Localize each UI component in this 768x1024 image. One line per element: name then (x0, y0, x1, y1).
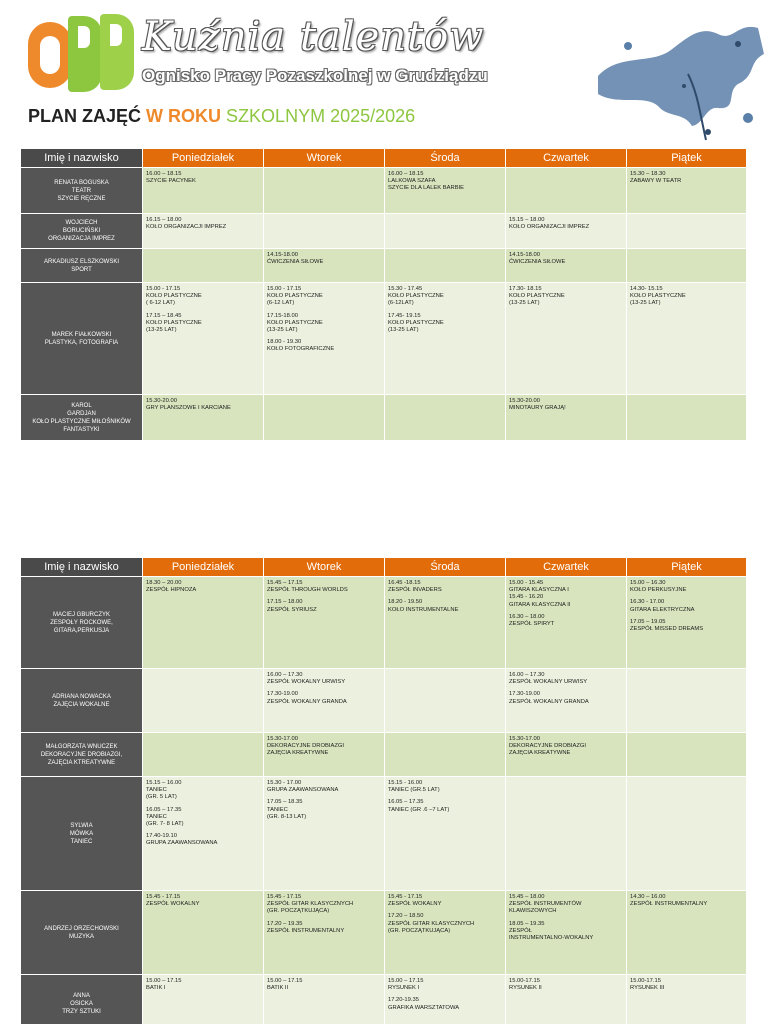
schedule-cell (264, 577, 385, 669)
schedule-line: (GR. POCZĄTKUJĄCA) (388, 927, 451, 934)
schedule-line: 16.00 – 17.30 (509, 672, 545, 678)
schedule-line: 15.45 - 17.15 (267, 894, 302, 900)
schedule-line: ZESPÓŁ MISSED DREAMS (630, 626, 704, 633)
schedule-line: 16.00 – 18.15 (388, 171, 424, 177)
schedule-line: 17.15 – 18.45 (146, 312, 182, 319)
schedule-cell (506, 249, 627, 283)
table-header-row (21, 558, 747, 577)
schedule-line: ZAJĘCIA KREATYWNE (267, 750, 329, 757)
instructor-name-line: SPORT (71, 266, 92, 273)
schedule-line: GRAFIKA WARSZTATOWA (388, 1004, 460, 1011)
instructor-name (21, 577, 143, 669)
schedule-line: 14.15-18.00 (267, 252, 298, 258)
schedule-line: 17.30-19.00 (267, 691, 298, 698)
page-header (0, 0, 768, 150)
schedule-cell (627, 733, 747, 777)
header-title: Kuźnia talentów (142, 14, 485, 60)
schedule-line: 17.20 – 19.35 (267, 920, 303, 927)
schedule-cell (264, 733, 385, 777)
schedule-cell (627, 214, 747, 249)
plan-title-part: SZKOLNYM 2025/2026 (226, 106, 416, 126)
schedule-line: (6-12LAT) (388, 300, 414, 307)
schedule-cell (264, 214, 385, 249)
schedule-line: ZESPÓŁ INSTRUMENTÓW (509, 901, 582, 908)
schedule-line: 15.00 – 17.15 (146, 978, 182, 984)
schedule-line: 17.15 – 18.00 (267, 599, 303, 606)
schedule-cell (385, 577, 506, 669)
schedule-table-1 (20, 148, 747, 441)
schedule-cell (264, 249, 385, 283)
column-header-name: Imię i nazwisko (21, 149, 143, 168)
table-row (21, 168, 747, 214)
schedule-cell (143, 733, 264, 777)
instructor-name-line: ANNA (73, 992, 90, 999)
schedule-line: 15.45 – 18.00 (509, 894, 545, 900)
schedule-line: GITARA ELEKTRYCZNA (630, 606, 695, 613)
schedule-line: 16.45 -18.15 (388, 580, 421, 586)
schedule-line: 15.15 – 16.00 (146, 780, 182, 786)
header-subtitle: Ognisko Pracy Pozaszkolnej w Grudziądzu (142, 66, 488, 85)
schedule-line: ZESPÓŁ (509, 927, 532, 934)
schedule-line: ZESPÓŁ HIPNOZA (146, 587, 197, 594)
schedule-line: 17.45- 19.15 (388, 312, 421, 319)
logo-letter-o (28, 22, 72, 88)
logo-letter-p (68, 16, 102, 92)
schedule-cell (506, 975, 627, 1024)
schedule-line: 17.30-19.00 (509, 691, 540, 698)
instructor-name-line: ADRIANA NOWACKA (52, 693, 111, 700)
schedule-line: 16.00 – 17.30 (267, 672, 303, 678)
schedule-line: 15.00 - 17.15 (146, 286, 181, 292)
instructor-name-line: MUZYKA (68, 933, 94, 940)
instructor-name-line: ZAJĘCIA WOKALNE (53, 701, 110, 708)
schedule-line: 15.00-17.15 (630, 978, 661, 984)
schedule-line: 15.30-17.00 (267, 736, 298, 742)
instructor-name-line: TANIEC (70, 838, 93, 845)
schedule-cell (264, 669, 385, 733)
schedule-line: LALKOWA SZAFA (388, 178, 436, 185)
instructor-name-line: PLASTYKA, FOTOGRAFIA (44, 339, 119, 346)
schedule-line: ZESPÓŁ WOKALNY URWISY (509, 679, 588, 686)
table-row (21, 975, 747, 1024)
column-header-day: Środa (385, 149, 506, 168)
schedule-line: ZESPÓŁ INVADERS (388, 587, 442, 594)
schedule-line: DEKORACYJNE DROBIAZGI (267, 743, 344, 750)
plan-title-part: W ROKU (146, 106, 222, 126)
column-header-day: Poniedziałek (143, 149, 264, 168)
schedule-line: KOŁO PERKUSYJNE (630, 587, 687, 594)
schedule-line: 15.45 - 17.15 (146, 894, 181, 900)
schedule-line: ( 6-12 LAT) (146, 300, 175, 307)
instructor-name (21, 733, 143, 777)
schedule-line: BATIK II (267, 985, 289, 992)
schedule-cell (506, 283, 627, 395)
schedule-table-2 (20, 557, 747, 1024)
schedule-line: 15.30-20.00 (509, 398, 540, 404)
schedule-line: KOŁO PLASTYCZNE (388, 319, 444, 326)
schedule-line: 18.05 – 19.35 (509, 920, 545, 927)
schedule-cell (627, 975, 747, 1024)
schedule-cell (385, 975, 506, 1024)
schedule-line: 15.45 - 17.15 (388, 894, 423, 900)
instructor-name-line: MAREK FIAŁKOWSKI (51, 331, 112, 338)
schedule-line: 14.30- 15.15 (630, 286, 663, 292)
schedule-line: MINOTAURY GRAJĄ! (509, 405, 566, 412)
schedule-line: KOŁO PLASTYCZNE (388, 293, 444, 300)
instructor-name-line: RENATA BOGUSKA (54, 179, 109, 186)
schedule-line: INSTRUMENTALNO-WOKALNY (509, 935, 594, 942)
schedule-cell (506, 577, 627, 669)
schedule-line: 15.30 - 17.00 (267, 780, 302, 786)
schedule-line: 17.20-19.35 (388, 997, 419, 1004)
schedule-line: ZESPÓŁ GITAR KLASYCZNYCH (267, 901, 354, 908)
schedule-cell (143, 283, 264, 395)
schedule-line: (GR. 5 LAT) (146, 794, 177, 801)
schedule-cell (264, 168, 385, 214)
schedule-cell (264, 283, 385, 395)
schedule-cell (264, 891, 385, 975)
schedule-cell (506, 733, 627, 777)
schedule-line: ZESPÓŁ WOKALNY GRANDA (267, 698, 347, 705)
schedule-line: 17.40-19.10 (146, 833, 177, 840)
schedule-line: KOŁO FOTOGRAFICZNE (267, 346, 335, 353)
instructor-name-line: SYLWIA (70, 822, 93, 829)
column-header-day: Czwartek (506, 558, 627, 577)
schedule-cell (385, 168, 506, 214)
column-header-day: Czwartek (506, 149, 627, 168)
schedule-cell (143, 669, 264, 733)
schedule-line: (GR. 8-13 LAT) (267, 813, 307, 820)
schedule-line: ZABAWY W TEATR (630, 178, 682, 185)
schedule-line: ĆWICZENIA SIŁOWE (267, 259, 324, 266)
schedule-cell (506, 669, 627, 733)
schedule-line: ZAJĘCIA KREATYWNE (509, 750, 571, 757)
schedule-line: ZESPÓŁ WOKALNY (146, 901, 200, 908)
column-header-name: Imię i nazwisko (21, 558, 143, 577)
instructor-name (21, 669, 143, 733)
schedule-line: ZESPÓŁ SYRIUSZ (267, 606, 317, 613)
schedule-line: 15.30-20.00 (146, 398, 177, 404)
instructor-name-line: BORUCIŃSKI (62, 228, 101, 234)
instructor-name-line: DEKORACYJNE DROBIAZGI, (40, 751, 123, 758)
schedule-line: DEKORACYJNE DROBIAZGI (509, 743, 586, 750)
schedule-line: (6-12 LAT) (267, 300, 295, 307)
instructor-name (21, 249, 143, 283)
plan-title (28, 106, 415, 127)
schedule-line: 16.05 – 17.35 (388, 799, 424, 806)
schedule-line: (GR. 7- 8 LAT) (146, 821, 184, 828)
schedule-line: TANIEC (146, 813, 167, 820)
schedule-cell (143, 777, 264, 891)
schedule-line: 17.15-18.00 (267, 312, 298, 319)
instructor-name (21, 395, 143, 441)
schedule-line: 16.15 – 18.00 (146, 217, 182, 223)
instructor-name-line: ORGANIZACJA IMPREZ (48, 236, 115, 242)
schedule-line: 15.45 – 17.15 (267, 580, 303, 586)
schedule-cell (385, 891, 506, 975)
schedule-line: RYSUNEK III (630, 985, 665, 992)
schedule-line: 15.15 – 18.00 (509, 217, 545, 223)
schedule-cell (385, 777, 506, 891)
schedule-cell (264, 395, 385, 441)
table-row (21, 733, 747, 777)
schedule-line: BATIK I (146, 985, 166, 992)
schedule-line: (13-25 LAT) (267, 327, 298, 334)
column-header-day: Wtorek (264, 558, 385, 577)
schedule-line: KOŁO ORGANIZACJI IMPREZ (509, 224, 590, 231)
paint-splash-decoration (588, 14, 768, 144)
schedule-line: 15.00 – 17.15 (388, 978, 424, 984)
table-row (21, 395, 747, 441)
instructor-name (21, 891, 143, 975)
schedule-line: 14.15-18.00 (509, 252, 540, 258)
schedule-line: KOŁO PLASTYCZNE (267, 319, 323, 326)
schedule-cell (385, 249, 506, 283)
schedule-line: 15.00 - 17.15 (267, 286, 302, 292)
schedule-line: 15.30 - 17.45 (388, 286, 423, 292)
instructor-name-line: KAROL (71, 402, 92, 409)
instructor-name-line: MAŁGORZATA WNUCZEK (45, 743, 118, 750)
instructor-name (21, 975, 143, 1024)
instructor-name-line: KOŁO PLASTYCZNE MIŁOŚNIKÓW (32, 418, 131, 425)
schedule-cell (264, 975, 385, 1024)
table-row (21, 669, 747, 733)
schedule-cell (143, 577, 264, 669)
schedule-cell (143, 168, 264, 214)
schedule-line: 15.00 – 17.15 (267, 978, 303, 984)
schedule-cell (143, 214, 264, 249)
schedule-line: 18.00 - 19.30 (267, 339, 302, 346)
schedule-cell (385, 733, 506, 777)
schedule-line: KOŁO PLASTYCZNE (509, 293, 565, 300)
schedule-line: KOŁO PLASTYCZNE (146, 319, 202, 326)
schedule-line: 16.30 - 17.00 (630, 599, 665, 606)
schedule-cell (264, 777, 385, 891)
logo-letter-p (100, 14, 134, 90)
schedule-line: ZESPÓŁ SPIRYT (509, 621, 555, 628)
schedule-line: ZESPÓŁ GITAR KLASYCZNYCH (388, 920, 475, 927)
instructor-name-line: MÓWKA (69, 830, 94, 837)
schedule-cell (506, 214, 627, 249)
plan-title-part: PLAN ZAJĘĆ (28, 106, 142, 126)
schedule-line: SZYCIE DLA LALEK BARBIE (388, 185, 465, 192)
instructor-name (21, 283, 143, 395)
instructor-name (21, 214, 143, 249)
instructor-name-line: SZYCIE RĘCZNE (57, 195, 106, 202)
schedule-cell (627, 168, 747, 214)
schedule-line: ZESPÓŁ THROUGH WORLDS (267, 587, 348, 594)
column-header-day: Piątek (627, 149, 747, 168)
schedule-line: 15.30 – 18.30 (630, 171, 666, 177)
schedule-line: KOŁO PLASTYCZNE (267, 293, 323, 300)
instructor-name-line: ZESPOŁY ROCKOWE, (50, 619, 113, 626)
schedule-line: GITARA KLASYCZNA II (509, 601, 571, 608)
schedule-cell (627, 891, 747, 975)
schedule-line: SZYCIE PACYNEK (146, 178, 196, 185)
schedule-line: 17.05 – 18.35 (267, 799, 303, 806)
instructor-name-line: GITARA,PERKUSJA (53, 627, 110, 634)
table-header-row (21, 149, 747, 168)
instructor-name-line: WOJCIECH (65, 220, 98, 226)
schedule-line: (GR. POCZĄTKUJĄCA) (267, 908, 330, 915)
column-header-day: Wtorek (264, 149, 385, 168)
schedule-line: ZESPÓŁ WOKALNY URWISY (267, 679, 346, 686)
instructor-name-line: GARDJAN (67, 410, 96, 417)
instructor-name-line: ZAJĘCIA KTREATYWNE (47, 759, 116, 766)
schedule-cell (627, 395, 747, 441)
schedule-line: 17.20 – 18.50 (388, 913, 424, 920)
schedule-line: GITARA KLASYCZNA I (509, 587, 569, 594)
schedule-line: (13-25 LAT) (388, 327, 419, 334)
schedule-line: 15.30-17.00 (509, 736, 540, 742)
column-header-day: Piątek (627, 558, 747, 577)
table-row (21, 777, 747, 891)
schedule-cell (143, 891, 264, 975)
schedule-cell (506, 891, 627, 975)
schedule-line: (13-25 LAT) (630, 300, 661, 307)
schedule-cell (143, 395, 264, 441)
schedule-line: RYSUNEK I (388, 985, 420, 992)
schedule-line: ZESPÓŁ WOKALNY GRANDA (509, 698, 589, 705)
schedule-line: 16.00 – 18.15 (146, 171, 182, 177)
schedule-cell (627, 249, 747, 283)
schedule-line: (13-25 LAT) (509, 300, 540, 307)
table-row (21, 249, 747, 283)
schedule-line: 18.30 – 20.00 (146, 580, 182, 586)
column-header-day: Poniedziałek (143, 558, 264, 577)
schedule-line: GRUPA ZAAWANSOWANA (267, 787, 339, 794)
schedule-line: KOŁO ORGANIZACJI IMPREZ (146, 224, 227, 231)
instructor-name-line: FANTASTYKI (63, 426, 100, 433)
schedule-cell (143, 975, 264, 1024)
schedule-cell (385, 214, 506, 249)
schedule-cell (385, 669, 506, 733)
schedule-line: 15.00-17.15 (509, 978, 540, 984)
schedule-line: KLAWISZOWYCH (509, 908, 557, 915)
instructor-name-line: TEATR (71, 187, 92, 194)
schedule-cell (385, 395, 506, 441)
schedule-line: KOŁO INSTRUMENTALNE (388, 606, 459, 613)
instructor-name-line: TRZY SZTUKI (62, 1008, 101, 1015)
schedule-line: GRUPA ZAAWANSOWANA (146, 840, 218, 847)
schedule-line: ĆWICZENIA SIŁOWE (509, 259, 566, 266)
schedule-line: 15.00 – 16.30 (630, 580, 666, 586)
schedule-line: 16.05 – 17.35 (146, 806, 182, 813)
schedule-line: ZESPÓŁ INSTRUMENTALNY (630, 901, 708, 908)
schedule-line: 18.20 - 19.50 (388, 599, 423, 606)
schedule-line: TANIEC (GR.5 LAT) (388, 787, 440, 794)
schedule-cell (506, 395, 627, 441)
schedule-line: 17.05 – 19.05 (630, 618, 666, 625)
schedule-line: KOŁO PLASTYCZNE (146, 293, 202, 300)
schedule-line: ZESPÓŁ WOKALNY (388, 901, 442, 908)
schedule-cell (627, 777, 747, 891)
schedule-line: 14.30 – 16.00 (630, 894, 666, 900)
schedule-line: 16.30 – 18.00 (509, 613, 545, 620)
table-row (21, 891, 747, 975)
schedule-line: GRY PLANSZOWE I KARCIANE (146, 405, 231, 412)
table-row (21, 283, 747, 395)
instructor-name-line: OSICKA (70, 1000, 93, 1007)
column-header-day: Środa (385, 558, 506, 577)
opp-logo (28, 14, 138, 92)
instructor-name (21, 168, 143, 214)
schedule-line: RYSUNEK II (509, 985, 542, 992)
schedule-line: 17.30- 18.15 (509, 286, 542, 292)
instructor-name-line: ANDRZEJ ORZECHOWSKI (44, 925, 119, 932)
schedule-line: 15.45 - 16.20 (509, 594, 544, 601)
schedule-cell (627, 577, 747, 669)
schedule-cell (627, 669, 747, 733)
schedule-line: TANIEC (GR .6 –7 LAT) (388, 806, 450, 813)
schedule-cell (143, 249, 264, 283)
instructor-name (21, 777, 143, 891)
instructor-name-line: ARKADIUSZ ELSZKOWSKI (43, 258, 119, 265)
table-row (21, 214, 747, 249)
schedule-line: KOŁO PLASTYCZNE (630, 293, 686, 300)
schedule-cell (385, 283, 506, 395)
schedule-line: ZESPÓŁ INSTRUMENTALNY (267, 927, 345, 934)
schedule-line: (13-25 LAT) (146, 327, 177, 334)
schedule-cell (506, 168, 627, 214)
schedule-line: TANIEC (146, 787, 167, 794)
schedule-cell (506, 777, 627, 891)
instructor-name-line: MACIEJ GBURCZYK (52, 611, 110, 618)
schedule-line: 15.15 - 16.00 (388, 780, 423, 786)
schedule-line: TANIEC (267, 806, 288, 813)
schedule-cell (627, 283, 747, 395)
table-row (21, 577, 747, 669)
schedule-line: 15.00 - 15.45 (509, 580, 544, 586)
